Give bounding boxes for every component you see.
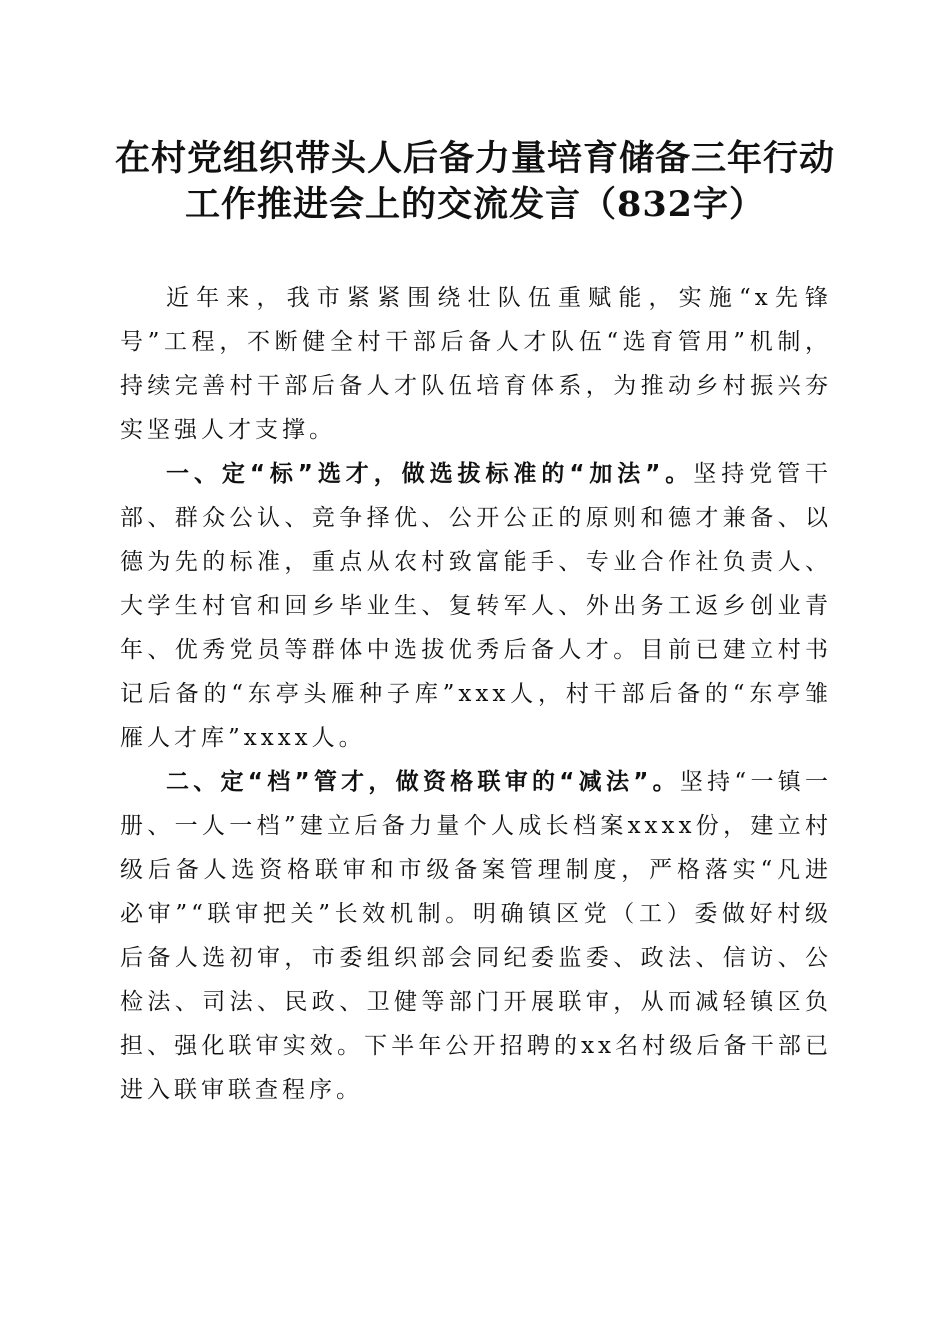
paragraph-intro	[120, 276, 832, 452]
section-1-text: 坚持党管干部、群众公认、竞争择优、公开公正的原则和德才兼备、以德为先的标准，重点从农村致富能手、专业合作社负责人、大学生村官和回乡毕业生、复转军人、外出务工返乡创业青年、优秀党员等群体中选拔优秀后备人才。目前已建立村书记后备的“东亭头雁种子库”xxx人，村干部后备的“东亭雏雁人才库”xxxx人。	[120, 461, 833, 751]
document-body	[120, 276, 832, 1112]
title-line-1: 在村党组织带头人后备力量培育储备三年行动	[114, 138, 835, 179]
paragraph-section-1	[120, 452, 832, 760]
title-line-2: 工作推进会上的交流发言（832字）	[184, 184, 766, 225]
section-1-heading: 一、定“标”选才，做选拔标准的“加法”。	[166, 461, 694, 487]
section-2-heading: 二、定“档”管才，做资格联审的“减法”。	[166, 769, 680, 795]
paragraph-text: 近年来，我市紧紧围绕壮队伍重赋能，实施“x先锋号”工程，不断健全村干部后备人才队伍“选育管用”机制，持续完善村干部后备人才队伍培育体系，为推动乡村振兴夯实坚强人才支撑。	[120, 285, 832, 443]
document-title	[100, 136, 850, 228]
section-2-text: 坚持“一镇一册、一人一档”建立后备力量个人成长档案xxxx份，建立村级后备人选资格联审和市级备案管理制度，严格落实“凡进必审”“联审把关”长效机制。明确镇区党（工）委做好村级后备人选初审，市委组织部会同纪委监委、政法、信访、公检法、司法、民政、卫健等部门开展联审，从而减轻镇区负担、强化联审实效。下半年公开招聘的xx名村级后备干部已进入联审联查程序。	[120, 769, 833, 1103]
paragraph-section-2	[120, 760, 832, 1112]
